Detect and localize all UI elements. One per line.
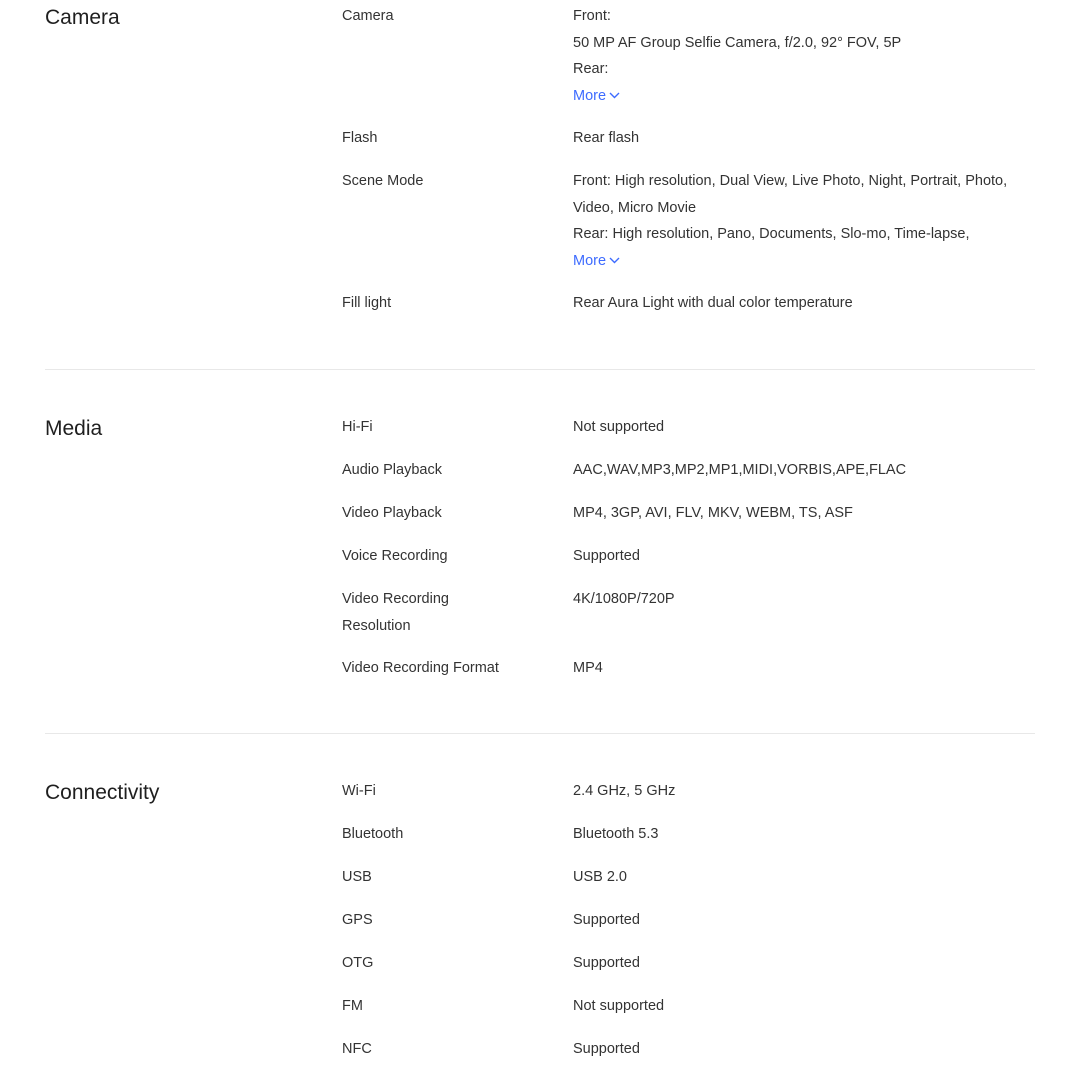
spec-label: Wi-Fi	[342, 783, 376, 799]
spec-value	[573, 543, 1033, 570]
spec-label: Fill light	[342, 295, 392, 311]
section-divider	[45, 733, 1035, 734]
spec-value	[573, 993, 1033, 1020]
section-title-camera: Camera	[45, 6, 120, 29]
spec-label: Scene Mode	[342, 173, 424, 189]
spec-value-line: Not supported	[573, 998, 665, 1014]
spec-value	[573, 1036, 1033, 1063]
more-label: More	[573, 252, 607, 269]
spec-value	[573, 414, 1033, 441]
spec-value	[573, 3, 1033, 109]
spec-value	[573, 864, 1033, 891]
spec-value	[573, 586, 1033, 613]
spec-label: Flash	[342, 130, 378, 146]
spec-value-line: MP4	[573, 660, 603, 676]
spec-value-line: Front: High resolution, Dual View, Live Photo, Night, Portrait, Photo,	[573, 173, 1008, 189]
section-divider	[45, 369, 1035, 370]
spec-value-line: Not supported	[573, 419, 665, 435]
more-label: More	[573, 87, 607, 104]
spec-label: FM	[342, 998, 363, 1014]
spec-label-line: Video Recording	[342, 591, 449, 607]
spec-value-line: Supported	[573, 955, 640, 971]
more-button-camera[interactable]	[573, 83, 620, 110]
spec-label: USB	[342, 869, 372, 885]
spec-label-line: Resolution	[342, 617, 411, 634]
spec-value	[573, 778, 1033, 805]
spec-value	[573, 907, 1033, 934]
spec-value	[573, 125, 1033, 152]
spec-value	[573, 500, 1033, 527]
spec-label: Hi-Fi	[342, 419, 373, 435]
spec-value-line: 4K/1080P/720P	[573, 591, 675, 607]
spec-label: Video Recording Format	[342, 660, 499, 676]
section-title-connectivity: Connectivity	[45, 781, 160, 804]
spec-value	[573, 290, 1033, 317]
spec-value-line: Supported	[573, 548, 640, 564]
spec-value-line: Bluetooth 5.3	[573, 826, 659, 842]
more-button-scene-mode[interactable]	[573, 248, 620, 275]
spec-label: Voice Recording	[342, 548, 448, 564]
spec-label: GPS	[342, 912, 373, 928]
spec-value-line: USB 2.0	[573, 869, 627, 885]
spec-value-line: 50 MP AF Group Selfie Camera, f/2.0, 92° FOV, 5P	[573, 34, 902, 51]
spec-label: OTG	[342, 955, 374, 971]
spec-label: NFC	[342, 1041, 372, 1057]
spec-value-line: Supported	[573, 912, 640, 928]
spec-value	[573, 168, 1033, 274]
spec-value-line: 2.4 GHz, 5 GHz	[573, 783, 676, 799]
spec-value-line: Rear: High resolution, Pano, Documents, Slo-mo, Time-lapse,	[573, 226, 970, 242]
spec-value	[573, 457, 1033, 484]
spec-label: Camera	[342, 8, 394, 24]
chevron-down-icon	[609, 92, 620, 99]
chevron-down-icon	[609, 257, 620, 264]
spec-value-line: Video, Micro Movie	[573, 199, 697, 216]
spec-value-line: Rear:	[573, 61, 609, 77]
spec-value	[573, 950, 1033, 977]
spec-label	[342, 586, 552, 639]
spec-label: Video Playback	[342, 505, 442, 521]
spec-value	[573, 821, 1033, 848]
spec-value-line: MP4, 3GP, AVI, FLV, MKV, WEBM, TS, ASF	[573, 505, 853, 521]
spec-label: Audio Playback	[342, 462, 442, 478]
spec-value-line: Rear Aura Light with dual color temperature	[573, 295, 853, 311]
spec-value-line: Supported	[573, 1041, 640, 1057]
spec-value-line: Front:	[573, 8, 611, 24]
spec-label: Bluetooth	[342, 826, 404, 842]
section-title-media: Media	[45, 417, 103, 440]
spec-value-line: AAC,WAV,MP3,MP2,MP1,MIDI,VORBIS,APE,FLAC	[573, 462, 907, 478]
spec-value	[573, 655, 1033, 682]
spec-value-line: Rear flash	[573, 130, 640, 146]
